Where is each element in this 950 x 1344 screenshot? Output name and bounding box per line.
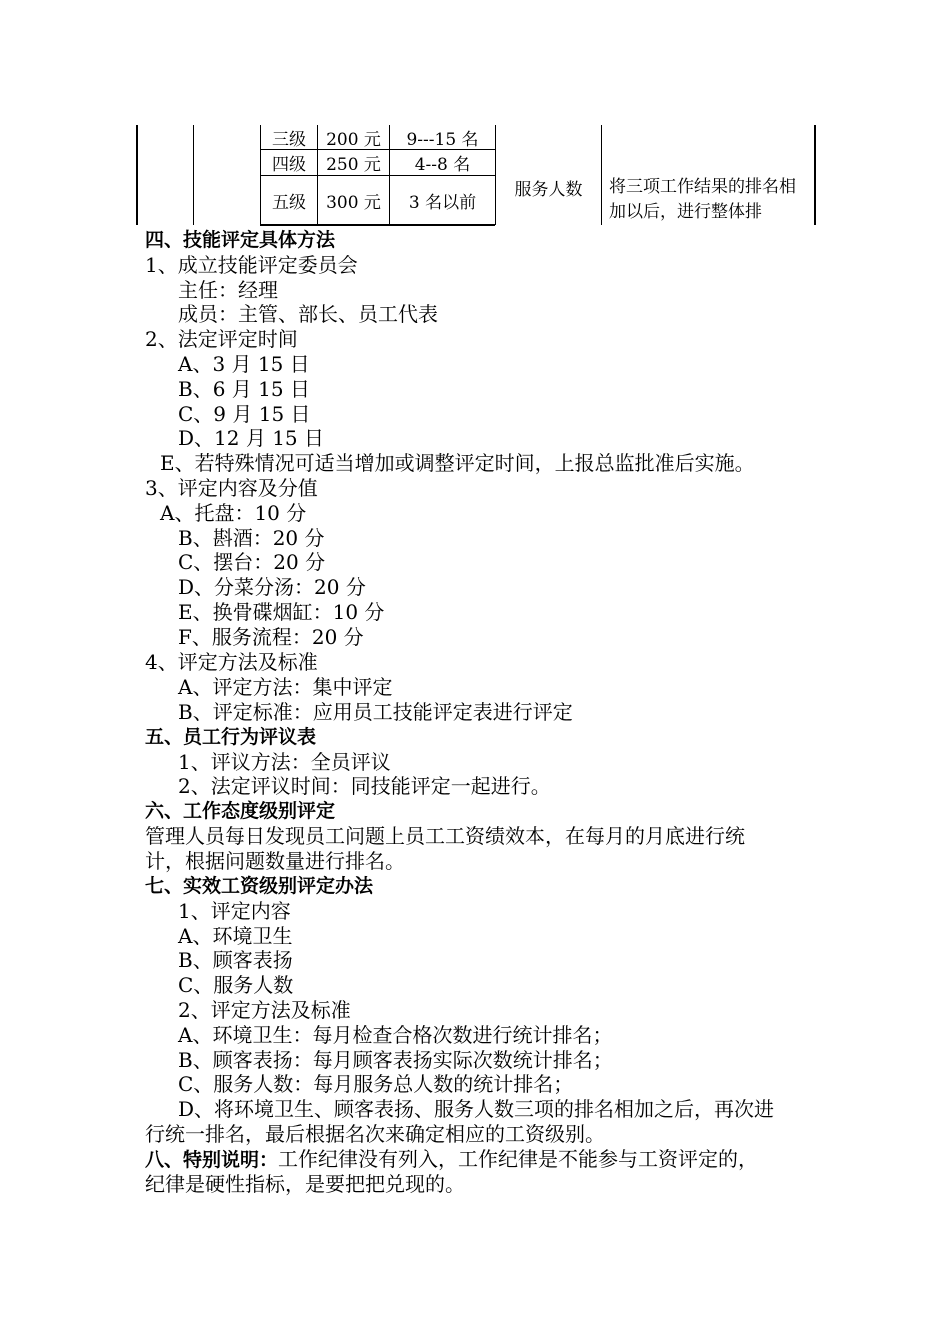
text-line: A、环境卫生：每月检查合格次数进行统计排名； (178, 1023, 613, 1047)
text-line: A、3 月 15 日 (178, 352, 310, 376)
text-line: D、分菜分汤：20 分 (178, 575, 366, 599)
paragraph-line: D、将环境卫生、顾客表扬、服务人数三项的排名相加之后，再次进 (178, 1097, 775, 1121)
table-cell-amount: 300 元 (326, 192, 381, 213)
text-line: C、摆台：20 分 (178, 550, 326, 574)
text-line: 1、评定内容 (178, 899, 291, 923)
text-line: 4、评定方法及标准 (145, 650, 318, 674)
special-note-line (145, 1147, 758, 1173)
text-line: A、托盘：10 分 (160, 501, 307, 525)
text-line: B、6 月 15 日 (178, 377, 310, 401)
text-line: 2、法定评议时间：同技能评定一起进行。 (178, 774, 551, 798)
section-heading-4: 四、技能评定具体方法 (145, 229, 336, 251)
table-cell-level: 五级 (272, 192, 306, 213)
text-line: E、若特殊情况可适当增加或调整评定时间，上报总监批准后实施。 (160, 451, 755, 475)
text-line: B、评定标准：应用员工技能评定表进行评定 (178, 700, 573, 724)
text-line: 1、成立技能评定委员会 (145, 253, 358, 277)
paragraph-line: 计，根据问题数量进行排名。 (145, 849, 405, 873)
section-heading-5: 五、员工行为评议表 (145, 726, 317, 748)
text-line: 2、评定方法及标准 (178, 998, 351, 1022)
text-line: 成员：主管、部长、员工代表 (178, 302, 438, 326)
section-heading-7: 七、实效工资级别评定办法 (145, 875, 374, 897)
table-cell-level: 四级 (272, 155, 306, 175)
text-line: B、顾客表扬 (178, 948, 293, 972)
text-line: 3、评定内容及分值 (145, 476, 318, 500)
text-line: C、服务人数：每月服务总人数的统计排名； (178, 1072, 574, 1096)
text-line: B、斟酒：20 分 (178, 526, 325, 550)
table-cell-rank: 9---15 名 (406, 129, 479, 150)
table-cell-level: 三级 (272, 129, 306, 150)
text-line: A、环境卫生 (178, 924, 293, 948)
text-line: 1、评议方法：全员评议 (178, 750, 391, 774)
text-line: C、9 月 15 日 (178, 402, 311, 426)
paragraph-line: 行统一排名，最后根据名次来确定相应的工资级别。 (145, 1122, 605, 1146)
table-cell-rank: 4--8 名 (414, 155, 471, 175)
paragraph-line: 纪律是硬性指标，是要把把兑现的。 (145, 1172, 465, 1196)
table-cell-note: 将三项工作结果的排名相加以后，进行整体排 (609, 177, 796, 222)
table-cell-rank: 3 名以前 (408, 192, 477, 213)
section-heading-8: 八、特别说明： (145, 1149, 279, 1171)
text-line: B、顾客表扬：每月顾客表扬实际次数统计排名； (178, 1048, 613, 1072)
text-line: E、换骨碟烟缸：10 分 (178, 600, 385, 624)
section-heading-6: 六、工作态度级别评定 (145, 800, 336, 822)
paragraph-line: 管理人员每日发现员工问题上员工工资绩效本，在每月的月底进行统 (145, 824, 745, 848)
text-line: D、12 月 15 日 (178, 426, 325, 450)
table-cell-criteria: 服务人数 (514, 180, 583, 200)
special-note-text: 工作纪律没有列入，工作纪律是不能参与工资评定的， (278, 1147, 759, 1171)
text-line: F、服务流程：20 分 (178, 625, 364, 649)
text-line: A、评定方法：集中评定 (178, 675, 393, 699)
table-cell-amount: 200 元 (326, 129, 381, 150)
text-line: 2、法定评定时间 (145, 327, 298, 351)
salary-level-table (136, 125, 816, 225)
text-line: C、服务人数 (178, 973, 294, 997)
table-cell-amount: 250 元 (326, 155, 381, 175)
text-line: 主任：经理 (178, 278, 278, 302)
